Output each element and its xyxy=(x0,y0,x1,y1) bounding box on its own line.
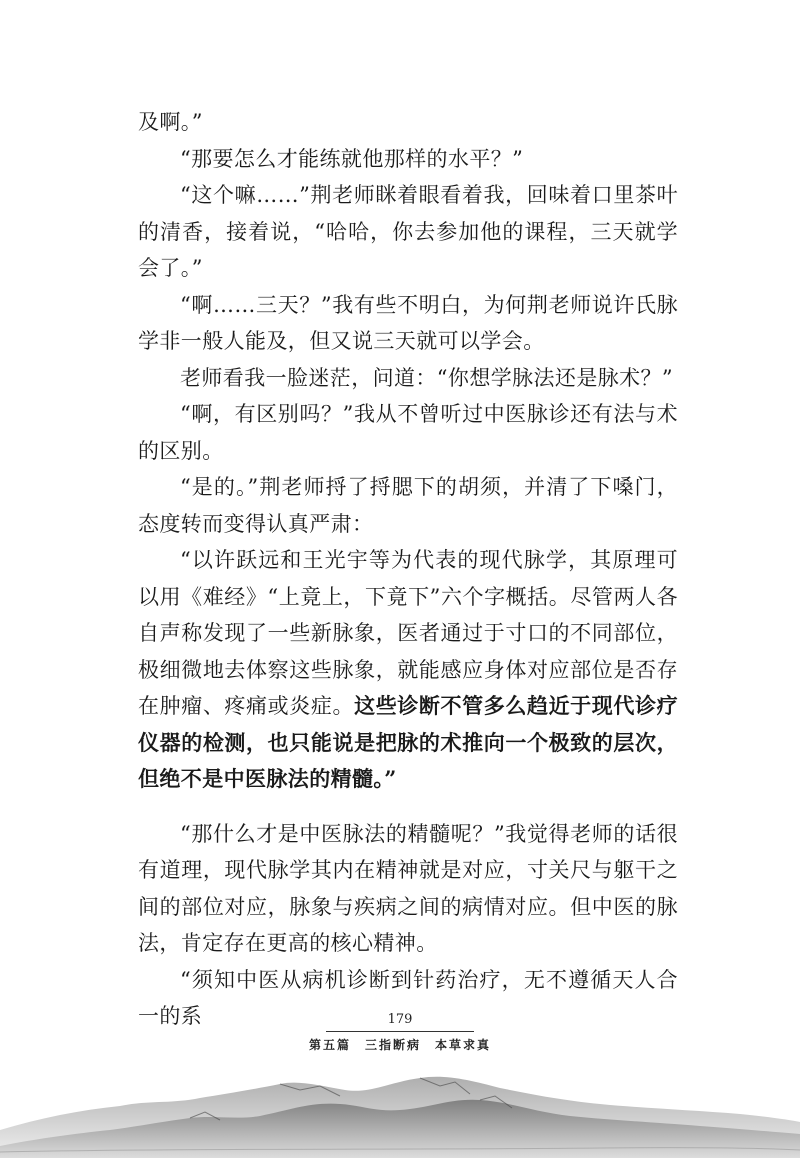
paragraph-1 xyxy=(138,104,678,141)
paragraph-text: “那要怎么才能练就他那样的水平？” xyxy=(180,146,524,171)
paragraph-text: “那什么才是中医脉法的精髓呢？”我觉得老师的话很有道理，现代脉学其内在精神就是对应，寸关尺与躯干之间的部位对应，脉象与疾病之间的病情对应。但中医的脉法，肯定存在更高的核心精神。 xyxy=(138,821,678,955)
page-footer xyxy=(0,1012,800,1053)
paragraph-text: “须知中医从病机诊断到针药治疗，无不遵循天人合一的系 xyxy=(138,967,678,1028)
paragraph-8 xyxy=(138,542,678,798)
page-number: 179 xyxy=(387,1012,413,1027)
paragraph-text: 及啊。” xyxy=(138,110,203,134)
mountain-landscape-illustration xyxy=(0,1060,800,1158)
footer-divider xyxy=(326,1031,474,1032)
paragraph-text: “以许跃远和王光宇等为代表的现代脉学，其原理可以用《难经》“上竟上，下竟下”六个字概括。尽管两人各自声称发现了一些新脉象，医者通过于寸口的不同部位，极细微地去体察这些脉象，就能感应身体对应部位是否存在肿瘤、疼痛或炎症。 xyxy=(138,548,678,718)
paragraph-6 xyxy=(138,396,678,469)
paragraph-gap xyxy=(138,798,678,816)
body-text xyxy=(138,104,678,1035)
running-title: 第五篇 三指断病 本草求真 xyxy=(308,1038,491,1052)
paragraph-5 xyxy=(138,360,678,397)
paragraph-bold-text: 这些诊断不管多么趋近于现代诊疗仪器的检测，也只能说是把脉的术推向一个极致的层次，但绝不是中医脉法的精髓。” xyxy=(138,693,679,791)
paragraph-4 xyxy=(138,287,678,360)
paragraph-3 xyxy=(138,177,678,287)
paragraph-2 xyxy=(138,141,678,178)
paragraph-7 xyxy=(138,469,678,542)
paragraph-9 xyxy=(138,816,678,962)
paragraph-text: “这个嘛……”荆老师眯着眼看着我，回味着口里茶叶的清香，接着说，“哈哈，你去参加他的课程，三天就学会了。” xyxy=(138,183,678,280)
paragraph-text: “是的。”荆老师捋了捋腮下的胡须，并清了下嗓门，态度转而变得认真严肃： xyxy=(138,475,678,536)
paragraph-text: 老师看我一脸迷茫，问道：“你想学脉法还是脉术？” xyxy=(180,365,674,390)
paragraph-text: “啊……三天？”我有些不明白，为何荆老师说许氏脉学非一般人能及，但又说三天就可以学会。 xyxy=(138,292,678,353)
paragraph-text: “啊，有区别吗？”我从不曾听过中医脉诊还有法与术的区别。 xyxy=(138,402,678,463)
